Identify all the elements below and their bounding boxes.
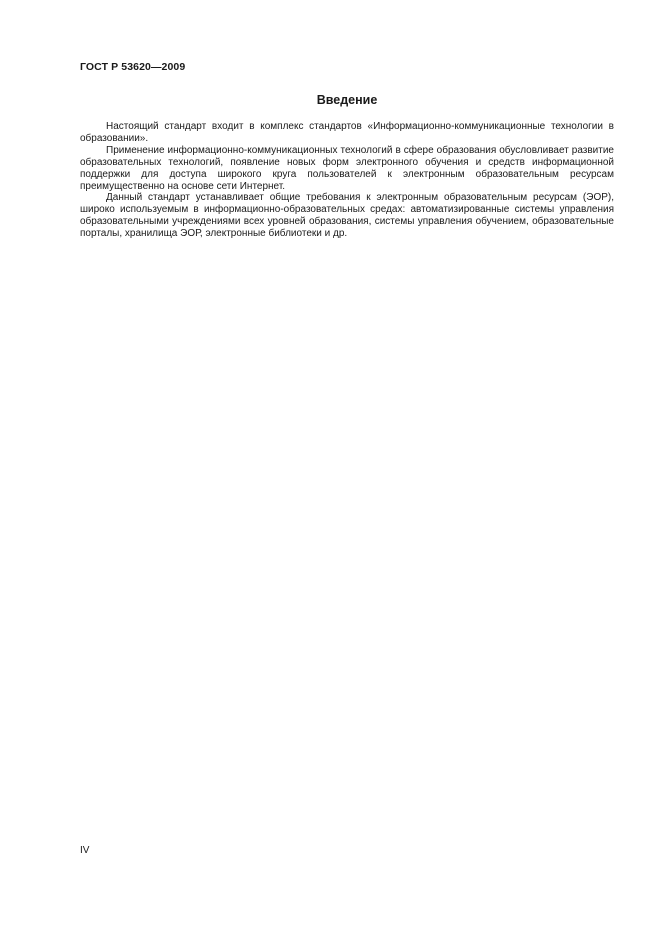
paragraph: Применение информационно-коммуникационных технологий в сфере образования обусловливает развитие образовательных технологий, появление новых форм электронного обучения и средств информационной поддержки для доступа широкого круга пользователей к электронным образовательным ресурсам преимущественно на основе сети Интернет. xyxy=(80,144,614,192)
page-number: IV xyxy=(80,845,90,856)
body-text xyxy=(80,121,614,240)
section-title: Введение xyxy=(316,93,378,107)
paragraph: Данный стандарт устанавливает общие требования к электронным образовательным ресурсам (ЭОР), широко используемым в информационно-образовательных средах: автоматизированные системы управления образовательными учреждениями всех уровней образования, системы управления обучением, образовательные порталы, хранилища ЭОР, электронные библиотеки и др. xyxy=(80,192,614,240)
paragraph: Настоящий стандарт входит в комплекс стандартов «Информационно-коммуникационные технологии в образовании». xyxy=(80,121,614,144)
document-id: ГОСТ Р 53620—2009 xyxy=(80,61,186,73)
